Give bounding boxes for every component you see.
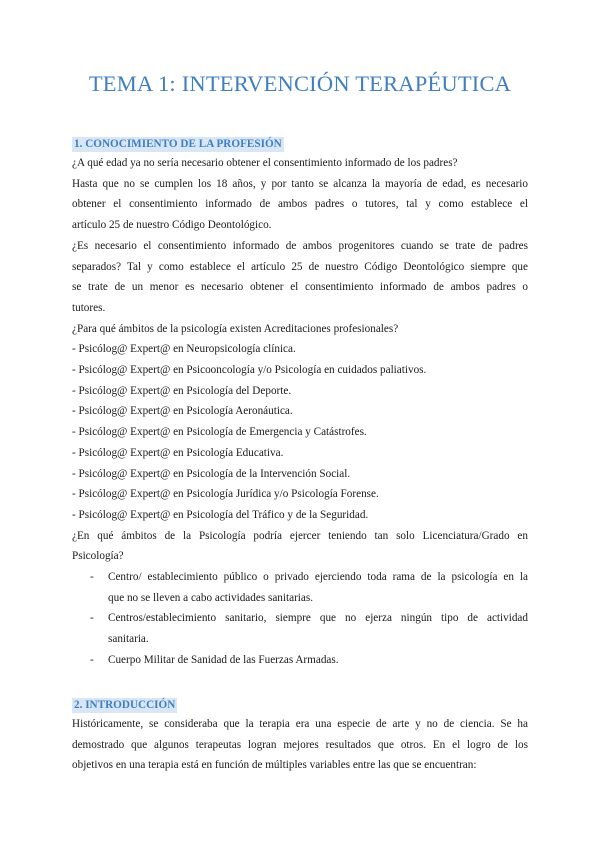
question-age-consent: ¿A qué edad ya no sería necesario obtener el consentimiento informado de los padres? xyxy=(72,157,458,169)
accreditation-item: - Psicólog@ Expert@ en Psicología de la Intervención Social. xyxy=(72,467,351,480)
list-dash: - xyxy=(90,653,94,666)
question-separated-line-4: tutores. xyxy=(72,301,106,314)
area-line-1: Centro/ establecimiento público o privado ejerciendo toda rama de la psicología en la xyxy=(108,571,528,584)
accreditation-item: - Psicólog@ Expert@ en Psicología de Emergencia y Catástrofes. xyxy=(72,426,367,439)
accreditation-item: - Psicólog@ Expert@ en Psicología Educativa. xyxy=(72,446,284,459)
list-item xyxy=(72,650,528,671)
list-item xyxy=(72,567,528,608)
question-degree-line-2: Psicología? xyxy=(72,550,124,563)
section-1-heading-wrap xyxy=(72,134,284,152)
section-2-heading-wrap xyxy=(72,695,177,713)
accreditation-item: - Psicólog@ Expert@ en Neuropsicología clínica. xyxy=(72,343,296,356)
intro-line-2: demostrado que algunos terapeutas logran mejores resultados que otros. En el logro de los xyxy=(72,738,528,751)
list-item xyxy=(72,608,528,649)
question-accreditations: ¿Para qué ámbitos de la psicología existen Acreditaciones profesionales? xyxy=(72,322,399,335)
list-dash: - xyxy=(90,612,94,625)
section-1-heading: 1. CONOCIMIENTO DE LA PROFESIÓN xyxy=(74,138,282,150)
list-dash: - xyxy=(90,571,94,584)
question-separated-line-2: separados? Tal y como establece el artículo 25 de nuestro Código Deontológico siempre que xyxy=(72,260,528,273)
area-line-1: Centros/establecimiento sanitario, siempre que no ejerza ningún tipo de actividad xyxy=(108,612,528,625)
document-title: TEMA 1: INTERVENCIÓN TERAPÉUTICA xyxy=(88,71,512,96)
question-separated-line-1: ¿Es necesario el consentimiento informado de ambos progenitores cuando se trate de padres xyxy=(72,239,528,252)
question-degree-line-1: ¿En qué ámbitos de la Psicología podría ejercer teniendo tan solo Licenciatura/Grado en xyxy=(72,529,528,542)
accreditation-item: - Psicólog@ Expert@ en Psicología del Tráfico y de la Seguridad. xyxy=(72,508,369,521)
intro-line-1: Históricamente, se consideraba que la terapia era una especie de arte y no de ciencia. Se ha xyxy=(72,718,528,730)
question-separated-line-3: se trate de un menor es necesario obtener el consentimiento informado de ambos padres o xyxy=(72,281,528,294)
section-1-body xyxy=(72,153,528,671)
answer-age-line-1: Hasta que no se cumplen los 18 años, y por tanto se alcanza la mayoría de edad, es necesario xyxy=(72,177,528,190)
degree-areas-list xyxy=(72,567,528,671)
answer-age-line-2: obtener el consentimiento informado de ambos padres o tutores, tal y como establece el xyxy=(72,198,528,211)
area-line-2: sanitaria. xyxy=(108,633,149,646)
accreditation-item: - Psicólog@ Expert@ en Psicología del Deporte. xyxy=(72,384,292,397)
answer-age-line-3: artículo 25 de nuestro Código Deontológico. xyxy=(72,219,272,232)
area-line-1: Cuerpo Militar de Sanidad de las Fuerzas Armadas. xyxy=(108,653,339,666)
section-2-heading: 2. INTRODUCCIÓN xyxy=(74,699,176,711)
accreditation-item: - Psicólog@ Expert@ en Psicooncología y/o Psicología en cuidados paliativos. xyxy=(72,364,427,377)
area-line-2: que no se lleven a cabo actividades sanitarias. xyxy=(108,591,314,604)
accreditation-item: - Psicólog@ Expert@ en Psicología Jurídica y/o Psicología Forense. xyxy=(72,488,379,501)
section-2-body xyxy=(72,714,528,776)
accreditation-item: - Psicólog@ Expert@ en Psicología Aeronáutica. xyxy=(72,405,293,418)
intro-line-3: objetivos en una terapia está en función de múltiples variables entre las que se encuentran: xyxy=(72,759,477,772)
